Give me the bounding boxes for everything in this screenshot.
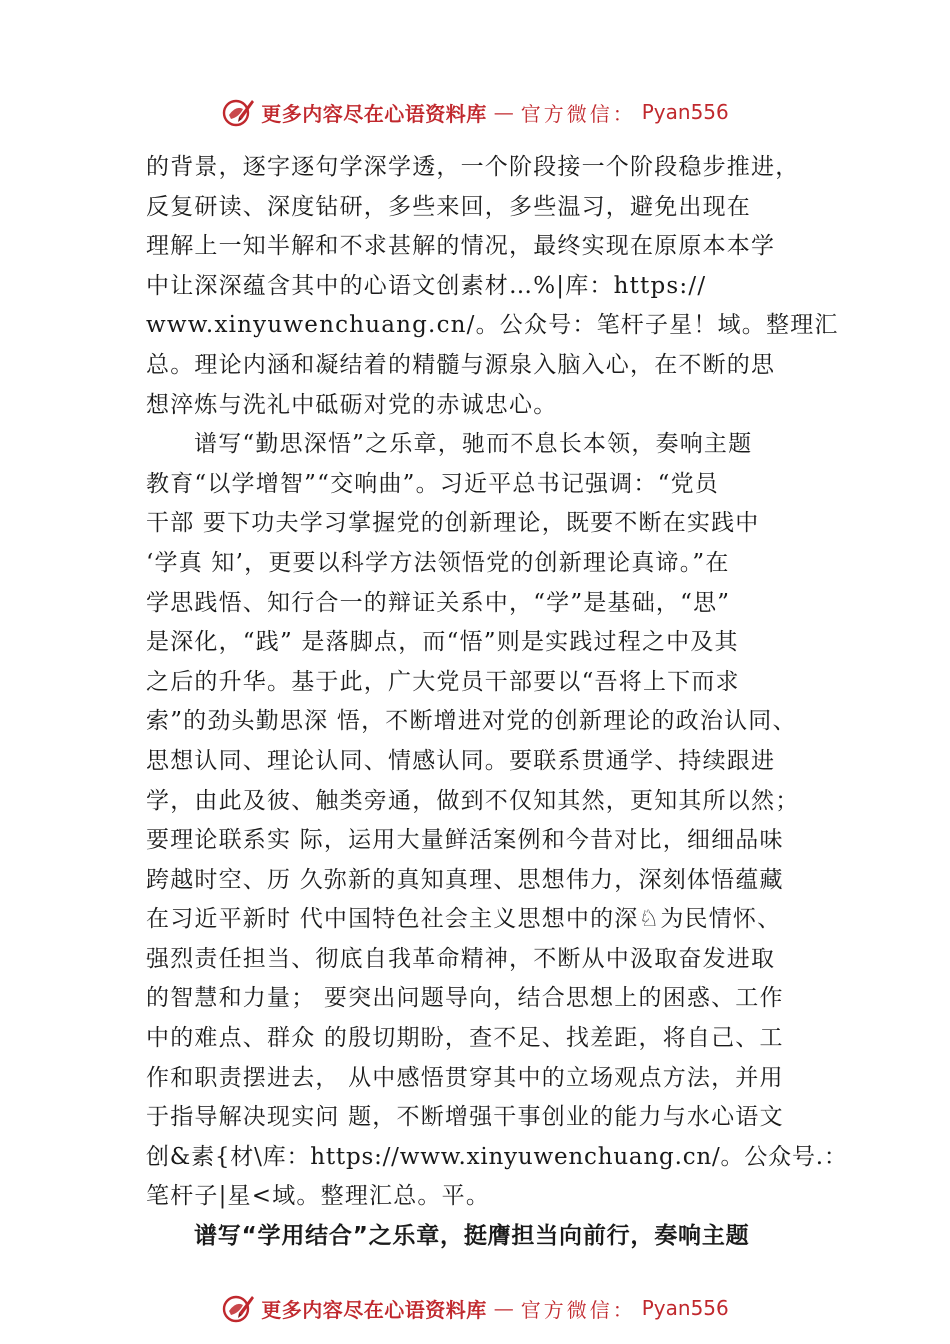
body-line: 强烈责任担当、彻底自我革命精神，不断从中汲取奋发进取 (146, 945, 776, 972)
footer-banner-content (221, 1291, 729, 1325)
document-body (146, 148, 850, 1257)
banner-dash: — (493, 100, 514, 124)
body-line: 笔杆子|星<域。整理汇总。平。 (146, 1183, 491, 1210)
banner-title: 更多内容尽在心语资料库 (261, 101, 487, 126)
body-line: 创&素{材\库：https://www.xinyuwenchuang.cn/。公众号.： (146, 1143, 848, 1170)
body-line: 教育“以学增智”“交响曲”。习近平总书记强调：“党员 (146, 470, 719, 497)
body-line: 在习近平新时 代中国特色社会主义思想中的深♘为民情怀、 (146, 906, 782, 933)
body-line: 跨越时空、历 久弥新的真知真理、思想伟力，深刻体悟蕴藏 (146, 866, 784, 893)
banner-title: 更多内容尽在心语资料库 (261, 1297, 487, 1322)
banner-wechat-label: 官方微信： (520, 101, 636, 126)
body-line: 学，由此及彼、触类旁通，做到不仅知其然，更知其所以然； (146, 787, 800, 814)
body-line: 索”的劲头勤思深 悟，不断增进对党的创新理论的政治认同、 (146, 708, 797, 735)
header-banner (0, 92, 950, 132)
body-line: 的智慧和力量； 要突出问题导向，结合思想上的困惑、工作 (146, 985, 784, 1012)
footer-banner (0, 1288, 950, 1328)
body-line: www.xinyuwenchuang.cn/。公众号：笔杆子星！域。整理汇 (146, 312, 839, 339)
body-line: 中让深深蕴含其中的心语文创素材…%|库：https:// (146, 272, 707, 299)
section-heading: 谱写“学用结合”之乐章，挺膺担当向前行，奏响主题 (194, 1223, 750, 1250)
body-line: 学思践悟、知行合一的辩证关系中，“学”是基础，“思” (146, 589, 731, 616)
body-line: 于指导解决现实问 题，不断增强干事创业的能力与水心语文 (146, 1104, 784, 1131)
body-line: 总。理论内涵和凝结着的精髓与源泉入脑入心，在不断的思 (146, 351, 776, 378)
body-line: 理解上一知半解和不求甚解的情况，最终实现在原原本本学 (146, 233, 776, 260)
pen-logo-icon (221, 1291, 255, 1325)
body-line: 之后的升华。基于此，广大党员干部要以“吾将上下而求 (146, 668, 740, 695)
header-banner-content (221, 95, 729, 129)
body-line: 作和职责摆进去， 从中感悟贯穿其中的立场观点方法，并用 (146, 1064, 784, 1091)
body-line: 中的难点、群众 的殷切期盼，查不足、找差距，将自己、工 (146, 1025, 784, 1052)
body-line: 想淬炼与洗礼中砥砺对党的赤诚忠心。 (146, 391, 558, 418)
body-line: 思想认同、理论认同、情感认同。要联系贯通学、持续跟进 (146, 747, 776, 774)
body-line: 干部 要下功夫学习掌握党的创新理论，既要不断在实践中 (146, 510, 760, 537)
body-line: ‘学真 知’，更要以科学方法领悟党的创新理论真谛。”在 (146, 549, 730, 576)
banner-wechat-id: Pyan556 (641, 1296, 729, 1320)
paragraph-start-line: 谱写“勤思深悟”之乐章，驰而不息长本领，奏响主题 (194, 431, 753, 458)
body-line: 要理论联系实 际，运用大量鲜活案例和今昔对比，细细品味 (146, 827, 784, 854)
body-line: 是深化，“践” 是落脚点，而“悟”则是实践过程之中及其 (146, 629, 739, 656)
pen-logo-icon (221, 95, 255, 129)
banner-dash: — (493, 1296, 514, 1320)
banner-wechat-id: Pyan556 (641, 100, 729, 124)
banner-wechat-label: 官方微信： (520, 1297, 636, 1322)
body-line: 反复研读、深度钻研，多些来回，多些温习，避免出现在 (146, 193, 751, 220)
body-line: 的背景，逐字逐句学深学透，一个阶段接一个阶段稳步推进， (146, 154, 800, 180)
